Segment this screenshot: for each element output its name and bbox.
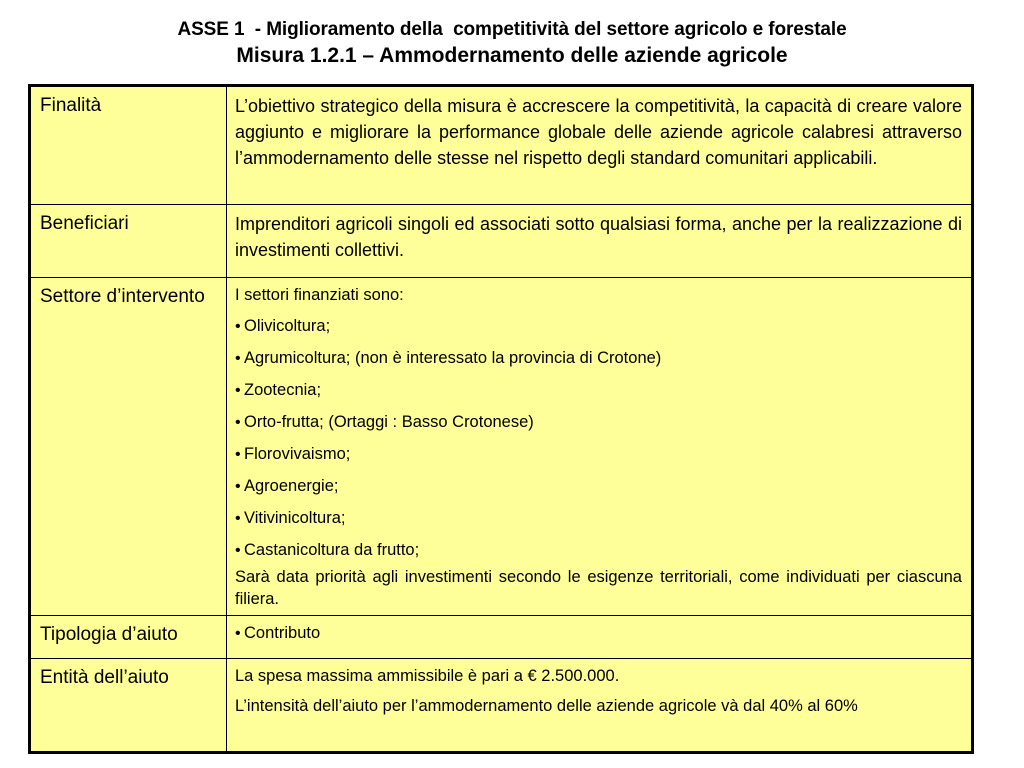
bullet-icon: • bbox=[235, 510, 241, 527]
list-item bbox=[235, 379, 962, 402]
row-label-settore: Settore d’intervento bbox=[30, 278, 227, 616]
list-item bbox=[235, 539, 962, 562]
list-item-text: Zootecnia; bbox=[244, 381, 322, 399]
bullet-icon: • bbox=[235, 478, 241, 495]
list-item bbox=[235, 475, 962, 498]
table-row-settore bbox=[30, 278, 973, 616]
list-item bbox=[235, 507, 962, 530]
row-content-beneficiari bbox=[227, 205, 973, 278]
bullet-icon: • bbox=[235, 414, 241, 431]
measure-title: Misura 1.2.1 – Ammodernamento delle aziende agricole bbox=[236, 44, 788, 67]
aid-intensity-text: L’intensità dell’aiuto per l’ammodernamento delle aziende agricole và dal 40% al 60% bbox=[235, 697, 858, 715]
sector-note: Sarà data priorità agli investimenti secondo le esigenze territoriali, come individuati per ciascuna filiera. bbox=[235, 568, 962, 608]
bullet-icon: • bbox=[235, 625, 241, 642]
row-label-finalita: Finalità bbox=[30, 86, 227, 205]
table-row-entita bbox=[30, 659, 973, 753]
row-label-entita: Entità dell’aiuto bbox=[30, 659, 227, 753]
table-row-finalita bbox=[30, 86, 973, 205]
sector-intro: I settori finanziati sono: bbox=[235, 286, 404, 304]
bullet-icon: • bbox=[235, 446, 241, 463]
measure-table bbox=[28, 84, 974, 754]
table-row-beneficiari bbox=[30, 205, 973, 278]
row-content-entita bbox=[227, 659, 973, 753]
table-row-tipologia bbox=[30, 616, 973, 659]
list-item bbox=[235, 622, 962, 645]
bullet-icon: • bbox=[235, 318, 241, 335]
bullet-icon: • bbox=[235, 542, 241, 559]
list-item-text: Vitivinicoltura; bbox=[244, 509, 346, 527]
list-item bbox=[235, 411, 962, 434]
sector-list bbox=[235, 284, 962, 562]
list-item bbox=[235, 315, 962, 338]
list-item bbox=[235, 443, 962, 466]
beneficiari-text: Imprenditori agricoli singoli ed associati sotto qualsiasi forma, anche per la realizzazione di investimenti collettivi. bbox=[235, 214, 962, 260]
aid-type: Contributo bbox=[244, 624, 321, 642]
slide-header bbox=[0, 18, 1024, 69]
list-item-text: Agrumicoltura; (non è interessato la provincia di Crotone) bbox=[244, 349, 662, 367]
list-item-text: Florovivaismo; bbox=[244, 445, 351, 463]
row-content-finalita bbox=[227, 86, 973, 205]
finalita-text: L’obiettivo strategico della misura è accrescere la competitività, la capacità di creare valore aggiunto e migliorare la performance globale delle aziende agricole calabresi attraverso l’ammodernamento delle stesse nel rispetto degli standard comunitari applicabili. bbox=[235, 96, 962, 168]
bullet-icon: • bbox=[235, 350, 241, 367]
list-item-text: Agroenergie; bbox=[244, 477, 339, 495]
list-item-text: Orto-frutta; (Ortaggi : Basso Crotonese) bbox=[244, 413, 534, 431]
row-content-settore bbox=[227, 278, 973, 616]
axis-title: ASSE 1 - Miglioramento della competitività del settore agricolo e forestale bbox=[177, 19, 847, 40]
row-content-tipologia bbox=[227, 616, 973, 659]
row-label-tipologia: Tipologia d’aiuto bbox=[30, 616, 227, 659]
list-item-text: Olivicoltura; bbox=[244, 317, 331, 335]
row-label-beneficiari: Beneficiari bbox=[30, 205, 227, 278]
list-item-text: Castanicoltura da frutto; bbox=[244, 541, 420, 559]
list-item bbox=[235, 347, 962, 370]
bullet-icon: • bbox=[235, 382, 241, 399]
max-expense-text: La spesa massima ammissibile è pari a € 2.500.000. bbox=[235, 667, 620, 685]
